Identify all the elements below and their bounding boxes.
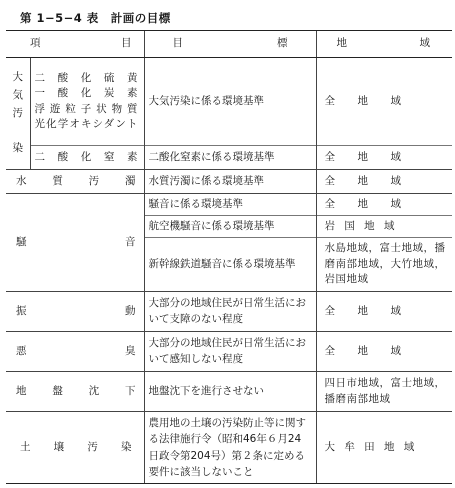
- table-row-odor: [6, 332, 452, 372]
- header-target: 目 標: [144, 31, 316, 58]
- vibration-target: 大部分の地域住民が日常生活において支障のない程度: [144, 292, 316, 332]
- air-category-label: 大 気 汚 染: [6, 58, 30, 170]
- soil-area: 大 牟 田 地 域: [316, 412, 452, 484]
- noise-target-1: 騒音に係る環境基準: [144, 194, 316, 216]
- vibration-item: 振 動: [6, 292, 144, 332]
- substance-spm: 浮遊粒子状物質: [34, 102, 138, 115]
- table-row-no2: [6, 146, 452, 170]
- soil-item: 土壌汚染: [6, 412, 144, 484]
- subsidence-area: 四日市地域，富士地域，播磨南部地域: [316, 372, 452, 412]
- subsidence-item: 地盤沈下: [6, 372, 144, 412]
- odor-area: 全 地 域: [316, 332, 452, 372]
- noise-item: 騒 音: [6, 194, 144, 292]
- noise-area-3: 水島地域，富士地域，播磨南部地域，大竹地域，岩国地域: [316, 238, 452, 292]
- substance-co: 一酸化炭素: [34, 87, 138, 100]
- table-row-vibration: [6, 292, 452, 332]
- vibration-area: 全 地 域: [316, 292, 452, 332]
- substance-ox: 光化学オキシダント: [34, 117, 138, 130]
- no2-area: 全 地 域: [316, 146, 452, 170]
- table-title: 第 1−5−4 表 計画の目標: [20, 11, 171, 25]
- table-row-air: [6, 58, 452, 146]
- water-item: 水質汚濁: [6, 170, 144, 194]
- water-target: 水質汚濁に係る環境基準: [144, 170, 316, 194]
- noise-target-3: 新幹線鉄道騒音に係る環境基準: [144, 238, 316, 292]
- plan-targets-table: [6, 30, 452, 484]
- air-substances: [30, 58, 144, 146]
- air-area: 全 地 域: [316, 58, 452, 146]
- odor-item: 悪 臭: [6, 332, 144, 372]
- air-target: 大気汚染に係る環境基準: [144, 58, 316, 146]
- table-row-subsidence: [6, 372, 452, 412]
- table-row-water: [6, 170, 452, 194]
- header-area: 地 域: [316, 31, 452, 58]
- substance-so2: 二酸化硫黄: [34, 72, 138, 85]
- table-row-soil: [6, 412, 452, 484]
- header-row: [6, 31, 452, 58]
- water-area: 全 地 域: [316, 170, 452, 194]
- header-item: 項 目: [6, 31, 144, 58]
- no2-substance: 二酸化窒素: [30, 146, 144, 170]
- no2-target: 二酸化窒素に係る環境基準: [144, 146, 316, 170]
- odor-target: 大部分の地域住民が日常生活において感知しない程度: [144, 332, 316, 372]
- noise-target-2: 航空機騒音に係る環境基準: [144, 216, 316, 238]
- table-row-noise-1: [6, 194, 452, 216]
- noise-area-2: 岩 国 地 域: [316, 216, 452, 238]
- noise-area-1: 全 地 域: [316, 194, 452, 216]
- soil-target: 農用地の土壌の汚染防止等に関する法律施行令（昭和46年６月24日政令第204号）第２条に定める要件に該当しないこと: [144, 412, 316, 484]
- subsidence-target: 地盤沈下を進行させない: [144, 372, 316, 412]
